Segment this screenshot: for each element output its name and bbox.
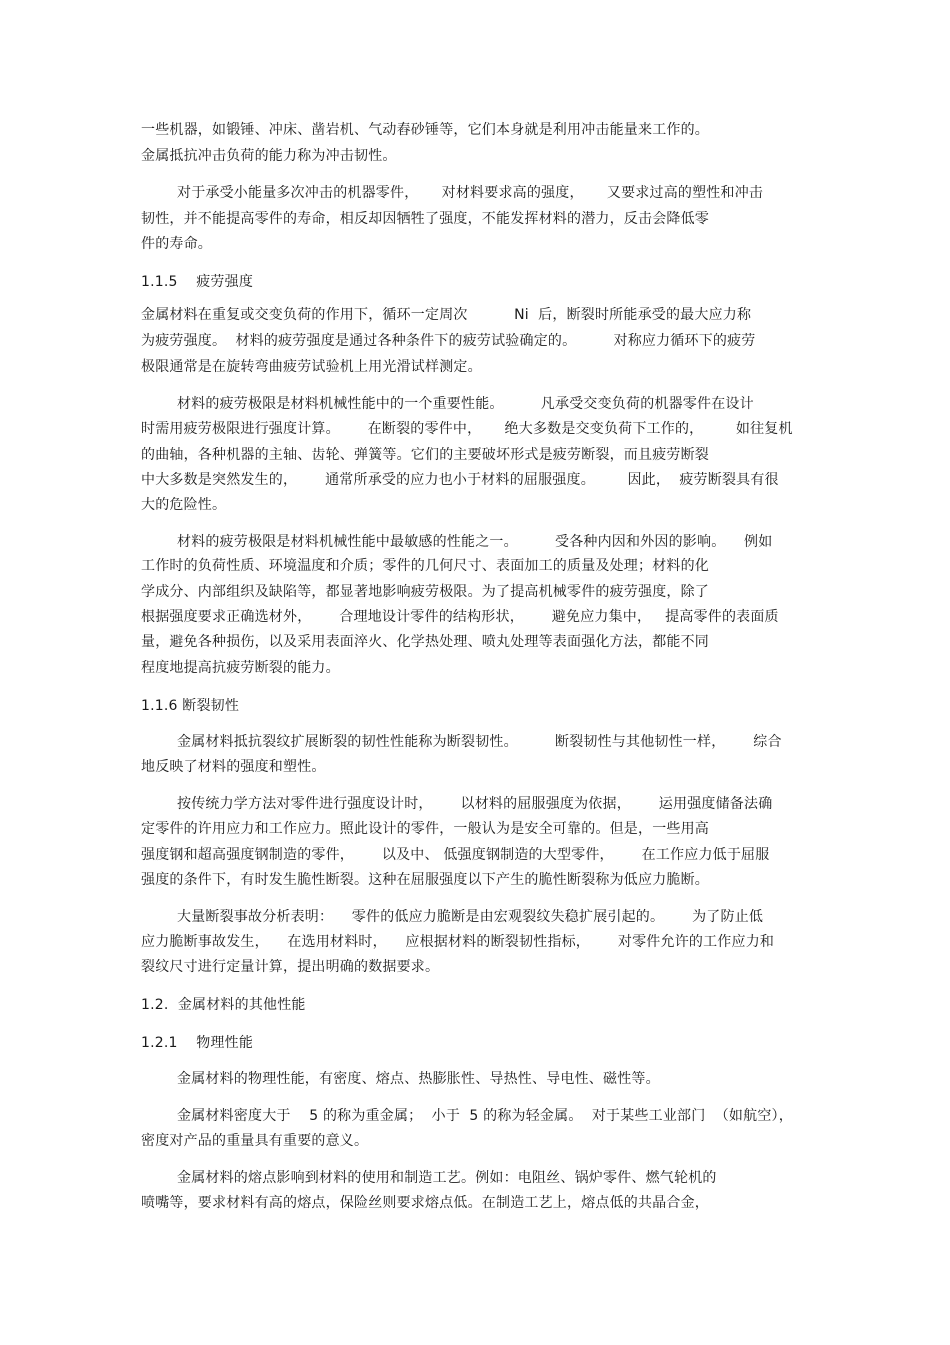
text-line: 金属材料密度大于 5 的称为重金属； 小于 5 的称为轻金属。 对于某些工业部门 （如航空），	[177, 1108, 793, 1124]
section-heading: 1.1.5 疲劳强度	[141, 274, 254, 290]
text-line: 喷嘴等，要求材料有高的熔点，保险丝则要求熔点低。在制造工艺上，熔点低的共晶合金，	[141, 1195, 709, 1211]
text-line: 大量断裂事故分析表明： 零件的低应力脆断是由宏观裂纹失稳扩展引起的。 为了防止低	[177, 909, 764, 925]
text-line: 材料的疲劳极限是材料机械性能中最敏感的性能之一。 受各种内因和外因的影响。 例如	[177, 534, 773, 550]
text-line: 应力脆断事故发生， 在选用材料时， 应根据材料的断裂韧性指标， 对零件允许的工作应力和	[141, 934, 775, 950]
text-line: 学成分、内部组织及缺陷等，都显著地影响疲劳极限。为了提高机械零件的疲劳强度，除了	[141, 584, 709, 600]
text-line: 强度的条件下，有时发生脆性断裂。这种在屈服强度以下产生的脆性断裂称为低应力脆断。	[141, 872, 709, 888]
text-line: 工作时的负荷性质、环境温度和介质；零件的几何尺寸、表面加工的质量及处理；材料的化	[141, 558, 709, 574]
text-line: 程度地提高抗疲劳断裂的能力。	[141, 660, 340, 676]
text-line: 为疲劳强度。 材料的疲劳强度是通过各种条件下的疲劳试验确定的。 对称应力循环下的疲劳	[141, 333, 756, 349]
text-line: 件的寿命。	[141, 236, 212, 252]
text-line: 金属抵抗冲击负荷的能力称为冲击韧性。	[141, 148, 397, 164]
text-line: 一些机器，如锻锤、冲床、凿岩机、气动舂砂锤等，它们本身就是利用冲击能量来工作的。	[141, 122, 709, 138]
section-heading: 1.1.6 断裂韧性	[141, 698, 240, 714]
text-line: 强度钢和超高强度钢制造的零件， 以及中、 低强度钢制造的大型零件， 在工作应力低于屈服	[141, 847, 770, 863]
text-line: 裂纹尺寸进行定量计算，提出明确的数据要求。	[141, 959, 440, 975]
section-heading: 1.2. 金属材料的其他性能	[141, 997, 306, 1013]
text-line: 韧性，并不能提高零件的寿命，相反却因牺牲了强度，不能发挥材料的潜力，反击会降低零	[141, 211, 709, 227]
text-line: 对于承受小能量多次冲击的机器零件， 对材料要求高的强度， 又要求过高的塑性和冲击	[177, 185, 764, 201]
text-line: 密度对产品的重量具有重要的意义。	[141, 1133, 369, 1149]
section-heading: 1.2.1 物理性能	[141, 1035, 254, 1051]
text-line: 金属材料的熔点影响到材料的使用和制造工艺。例如：电阻丝、锅炉零件、燃气轮机的	[177, 1170, 717, 1186]
text-line: 极限通常是在旋转弯曲疲劳试验机上用光滑试样测定。	[141, 359, 482, 375]
text-line: 材料的疲劳极限是材料机械性能中的一个重要性能。 凡承受交变负荷的机器零件在设计	[177, 396, 754, 412]
text-line: 地反映了材料的强度和塑性。	[141, 759, 326, 775]
text-line: 的曲轴，各种机器的主轴、齿轮、弹簧等。它们的主要破坏形式是疲劳断裂，而且疲劳断裂	[141, 447, 709, 463]
text-line: 量，避免各种损伤，以及采用表面淬火、化学热处理、喷丸处理等表面强化方法，都能不同	[141, 634, 709, 650]
text-line: 根据强度要求正确选材外， 合理地设计零件的结构形状， 避免应力集中， 提高零件的表面质	[141, 609, 779, 625]
text-line: 按传统力学方法对零件进行强度设计时， 以材料的屈服强度为依据， 运用强度储备法确	[177, 796, 773, 812]
text-line: 大的危险性。	[141, 497, 227, 513]
text-line: 金属材料的物理性能，有密度、熔点、热膨胀性、导热性、导电性、磁性等。	[177, 1071, 660, 1087]
text-line: 金属材料抵抗裂纹扩展断裂的韧性性能称为断裂韧性。 断裂韧性与其他韧性一样， 综合	[177, 734, 782, 750]
text-line: 时需用疲劳极限进行强度计算。 在断裂的零件中， 绝大多数是交变负荷下工作的， 如往复机	[141, 421, 793, 437]
text-line: 定零件的许用应力和工作应力。照此设计的零件，一般认为是安全可靠的。但是，一些用高	[141, 821, 709, 837]
text-line: 金属材料在重复或交变负荷的作用下，循环一定周次 Ni 后，断裂时所能承受的最大应力称	[141, 307, 752, 323]
text-line: 中大多数是突然发生的， 通常所承受的应力也小于材料的屈服强度。 因此， 疲劳断裂具有很	[141, 472, 779, 488]
